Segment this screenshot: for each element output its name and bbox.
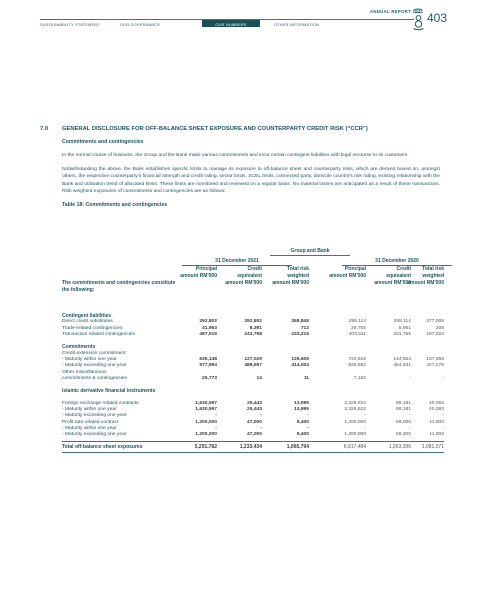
table-header [62,248,444,304]
table-cell: - [409,413,411,419]
table-cell: 635,148 [199,356,217,362]
table-cell: 298,114 [393,319,411,325]
table-cell: 403,511 [348,331,366,337]
paragraph-2: Notwithstanding the above, the Bank establishes specific limits to manage its exposure to off-balance sheet and counterparty risks, which are derived based on, amongst others, the respective counterparty’s financial strength and credit rating, sector limits, SCEL limits, connected party, domicile country’s risk rating, existing relationship with the Bank and utilisation trend of allocated limits. These limits are monitored and reviewed on a regular basis. No material losses are anticipated as a result of these transactions. Risk weighted exposures of commitments and contingencies are as follows: [62,167,440,194]
table-cell: - [307,413,309,419]
table-cell: 29,755 [351,325,366,331]
group-label: Contingent liabilities [62,313,112,319]
table-cell: 9,400 [296,419,309,425]
row-label: - Maturity within one year [62,425,117,431]
col-credit-equivalent-2021: Credit equivalent amount RM'000 [225,266,262,286]
table-cell: 292,802 [244,319,262,325]
table-cell: - [260,425,262,431]
table-cell: 59,000 [396,419,411,425]
row-label: Profit rate related contract [62,419,119,425]
table-cell: 1,200,000 [195,419,217,425]
table-cell: 59,000 [396,432,411,438]
table-cell: 1,200,000 [195,432,217,438]
table-cell: 5,951 [398,325,411,331]
table-cell: 13,995 [294,407,309,413]
table-cell: 427,279 [426,363,444,369]
table-cell: 208 [435,325,444,331]
table-cell: 268,848 [291,319,309,325]
table-cell: 89,181 [396,400,411,406]
row-label: - Maturity within one year [62,356,117,362]
col-principal-2021: Principal amount RM'000 [180,266,217,279]
table-cell: - [215,425,217,431]
table-cell: 11,800 [429,432,444,438]
total-cell: 1,081,071 [421,443,444,450]
table-cell: - [409,425,411,431]
table-cell: 292,802 [199,319,217,325]
table-cell: 25,443 [247,400,262,406]
table-cell: 40,093 [429,407,444,413]
table-cell: 3,326,522 [344,400,366,406]
row-label: - Maturity exceeding one year [62,413,127,419]
table-cell: 298,114 [348,319,366,325]
table-cell: 89,181 [396,407,411,413]
table-cell: - [442,413,444,419]
table-cell: 137,659 [426,356,444,362]
table-row [62,332,444,338]
row-label: - Maturity exceeding one year [62,432,127,438]
table-cell: - [364,425,366,431]
contingent-liabilities-rows [62,319,444,338]
row-label: Foreign exchange related contracts [62,400,139,406]
table-cell: 488,997 [244,363,262,369]
row-label: Other miscellaneous [62,369,107,375]
table-cell: - [364,413,366,419]
total-label: Total off-balance sheet exposures [62,443,143,450]
table-cell: 9,400 [296,432,309,438]
total-row [62,441,444,453]
table-cell: 144,564 [393,356,411,362]
year-2021-header: 31 December 2021 [215,258,259,264]
nav-sustainability-statement[interactable]: SUSTAINABILITY STATEMENT [40,21,100,27]
table-cell: 47,000 [247,419,262,425]
table-cell: 243,758 [244,331,262,337]
table-cell: 127,029 [244,356,262,362]
table-cell: - [442,425,444,431]
table-cell: - [260,413,262,419]
nav-our-numbers[interactable]: OUR NUMBERS [202,20,260,27]
table-cell: 1,630,597 [195,400,217,406]
bank-logo-icon [412,7,425,31]
table-row [62,432,444,438]
row-label: Credit extension commitment: [62,350,127,356]
row-label: Transaction related contingencies [62,331,135,337]
page-header [0,0,480,40]
table-cell: 13,995 [294,400,309,406]
table-cell: 929,662 [348,363,366,369]
table-cell: 464,831 [393,363,411,369]
table-cell: 1,200,000 [344,432,366,438]
table-cell: 487,515 [199,331,217,337]
year-2020-rule [342,265,452,266]
table-cell: 47,000 [247,432,262,438]
table-cell: 233,215 [291,331,309,337]
paragraph-1: In the normal course of business, the Group and the Bank make various commitments and incur certain contingent liabilities with legal recourse to its customers. [62,153,409,158]
section-title: GENERAL DISCLOSURE FOR OFF-BALANCE SHEET EXPOSURE AND COUNTERPARTY CREDIT RISK (“CCR”) [62,126,368,132]
row-label: commitments & contingencies [62,375,127,381]
table-cell: 41,953 [202,325,217,331]
section-heading [40,126,440,132]
section-content [40,126,440,208]
table-cell: 414,004 [291,363,309,369]
table-cell: 977,994 [199,363,217,369]
commitments-rows [62,351,444,382]
table-cell: 201,755 [393,331,411,337]
total-cell: 1,065,794 [286,443,309,450]
table-cell: 25,773 [202,375,217,381]
col-risk-weighted-2020: Total risk weighted amount RM'000 [407,266,444,286]
table-title: Table 18: Commitments and contingencies [62,202,168,209]
row-label: Trade-related contingencies [62,325,123,331]
group-title: Group and Bank [290,248,330,254]
table-row [62,376,444,382]
row-label: Direct credit substitutes [62,319,113,325]
table-cell: 1,630,597 [195,407,217,413]
col-principal-2020: Principal amount RM'000 [329,266,366,279]
islamic-derivatives-rows [62,401,444,439]
year-2020-header: 31 December 2020 [375,258,419,264]
total-cell: 6,917,484 [343,443,366,450]
col-risk-weighted-2021: Total risk weighted amount RM'000 [272,266,309,286]
col-credit-equivalent-2020: Credit equivalent amount RM'000 [374,266,411,286]
table-cell: 25,443 [247,407,262,413]
total-cell: 5,291,782 [194,443,217,450]
group-rule [270,255,350,256]
row-label: - Maturity exceeding one year [62,363,127,369]
table-cell: 14 [256,375,262,381]
group-label: Commitments [62,344,96,351]
page-number: 403 [427,11,448,25]
table-cell: 3,326,522 [344,407,366,413]
table-cell: 11,800 [429,419,444,425]
table-cell: - [307,425,309,431]
nav-other-information[interactable]: OTHER INFORMATION [274,21,320,27]
table-cell: 7,102 [353,375,366,381]
report-title: ANNUAL REPORT 2021 [370,9,424,14]
row-header: The commitments and contingencies constitute the following: [62,280,176,293]
group-label: Islamic derivative financial instruments [62,388,156,395]
commitments-table [62,248,444,453]
nav-our-governance[interactable]: OUR GOVERNANCE [120,21,161,27]
table-cell: - [409,375,411,381]
table-cell: - [442,375,444,381]
subheading: Commitments and contingencies [62,139,144,145]
table-cell: 712 [300,325,309,331]
total-cell: 1,233,434 [239,443,262,450]
section-number: 7.0 [40,126,49,132]
table-cell: 277,009 [426,319,444,325]
table-cell: 11 [303,375,309,381]
table-cell: 722,818 [348,356,366,362]
table-cell: - [215,413,217,419]
year-2021-rule [182,265,292,266]
section-nav [40,20,354,27]
table-cell: 40,093 [429,400,444,406]
table-cell: 125,609 [291,356,309,362]
table-cell: 1,200,000 [344,419,366,425]
row-label: - Maturity within one year [62,407,117,413]
table-cell: 187,023 [426,331,444,337]
table-cell: 8,391 [249,325,262,331]
total-cell: 1,263,396 [388,443,411,450]
